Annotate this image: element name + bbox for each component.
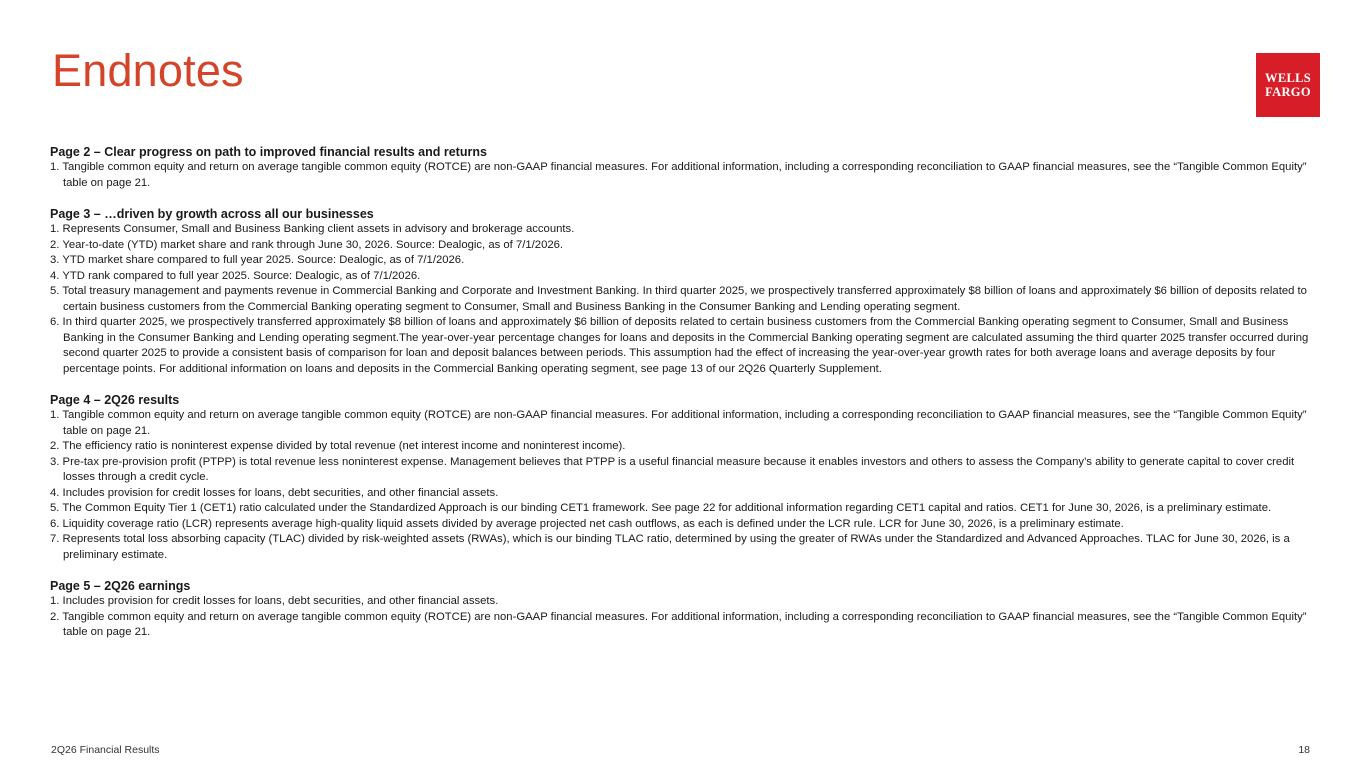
page-title: Endnotes: [52, 45, 244, 96]
endnote-item: 5. Total treasury management and payments revenue in Commercial Banking and Corporate and Investment Banking. In third quarter 2025, we prospectively transferred approximately $8 billion of loans and approximately $6 billion of deposits related to certain business customers from the Commercial Banking operating segment to Consumer, Small and Business Banking in the Consumer Banking and Lending operating segment.: [50, 285, 1307, 313]
endnote-item: 1. Includes provision for credit losses for loans, debt securities, and other financial assets.: [50, 595, 499, 607]
endnote-item: 2. The efficiency ratio is noninterest expense divided by total revenue (net interest income and noninterest income).: [50, 440, 626, 452]
endnote-item: 3. Pre-tax pre-provision profit (PTPP) is total revenue less noninterest expense. Management believes that PTPP is a useful financial measure because it enables investors and others to assess the Company’s ability to generate capital to cover credit losses through a credit cycle.: [50, 455, 1295, 483]
section-title: Page 3 – …driven by growth across all our businesses: [50, 207, 374, 221]
endnote-item: 4. Includes provision for credit losses for loans, debt securities, and other financial assets.: [50, 486, 499, 499]
footer-report-name: 2Q26 Financial Results: [51, 744, 160, 756]
endnote-item: 1. Tangible common equity and return on average tangible common equity (ROTCE) are non-GAAP financial measures. For additional information, including a corresponding reconciliation to GAAP financial measures, see the “Tangible Common Equity” table on page 21.: [50, 409, 1307, 437]
endnote-section-page-3: [50, 206, 1315, 377]
endnote-item: 2. Year-to-date (YTD) market share and rank through June 30, 2026. Source: Dealogic, as of 7/1/2026.: [50, 238, 564, 251]
section-title: Page 5 – 2Q26 earnings: [50, 579, 191, 593]
endnote-item: 1. Represents Consumer, Small and Business Banking client assets in advisory and brokerage accounts.: [50, 223, 575, 235]
endnote-section-page-2: [50, 144, 1315, 191]
endnote-item: 3. YTD market share compared to full year 2025. Source: Dealogic, as of 7/1/2026.: [50, 254, 465, 266]
endnote-item: 6. In third quarter 2025, we prospectively transferred approximately $8 billion of loans and approximately $6 billion of deposits related to certain business customers from the Commercial Banking operating segment to Consumer, Small and Business Banking in the Consumer Banking and Lending operating segment.The year-over-year percentage changes for loans and deposits in the Commercial Banking operating segment are calculated assuming the third quarter 2025 transfer occurred during second quarter 2025 to provide a consistent basis of comparison for loan and deposit balances between periods. This assumption had the effect of increasing the year-over-year growth rates for both average loans and average deposits by four percentage points. For additional information on loans and deposits in the Commercial Banking operating segment, see page 13 of our 2Q26 Quarterly Supplement.: [50, 316, 1309, 375]
endnote-item: 4. YTD rank compared to full year 2025. Source: Dealogic, as of 7/1/2026.: [50, 269, 421, 282]
notes-list: [50, 222, 1315, 377]
logo-line-2: FARGO: [1265, 85, 1311, 99]
section-title: Page 2 – Clear progress on path to improved financial results and returns: [50, 145, 487, 159]
endnote-item: 6. Liquidity coverage ratio (LCR) represents average high-quality liquid assets divided by average projected net cash outflows, as each is defined under the LCR rule. LCR for June 30, 2026, is a preliminary estimate.: [50, 517, 1124, 530]
page-number: 18: [1298, 744, 1310, 756]
wells-fargo-logo: [1256, 53, 1320, 117]
endnote-item: 2. Tangible common equity and return on average tangible common equity (ROTCE) are non-GAAP financial measures. For additional information, including a corresponding reconciliation to GAAP financial measures, see the “Tangible Common Equity” table on page 21.: [50, 610, 1307, 638]
endnotes-content: [50, 144, 1315, 656]
endnote-section-page-5: [50, 578, 1315, 641]
notes-list: [50, 160, 1315, 191]
endnote-item: 5. The Common Equity Tier 1 (CET1) ratio calculated under the Standardized Approach is our binding CET1 framework. See page 22 for additional information regarding CET1 capital and ratios. CET1 for June 30, 2026, is a preliminary estimate.: [50, 502, 1272, 514]
section-title: Page 4 – 2Q26 results: [50, 393, 180, 407]
logo-line-1: WELLS: [1265, 71, 1311, 85]
endnote-section-page-4: [50, 392, 1315, 563]
endnote-item: 1. Tangible common equity and return on average tangible common equity (ROTCE) are non-GAAP financial measures. For additional information, including a corresponding reconciliation to GAAP financial measures, see the “Tangible Common Equity” table on page 21.: [50, 161, 1307, 189]
notes-list: [50, 408, 1315, 563]
endnote-item: 7. Represents total loss absorbing capacity (TLAC) divided by risk-weighted assets (RWAs), which is our binding TLAC ratio, determined by using the greater of RWAs under the Standardized and Advanced Approaches. TLAC for June 30, 2026, is a preliminary estimate.: [50, 533, 1290, 561]
notes-list: [50, 594, 1315, 641]
